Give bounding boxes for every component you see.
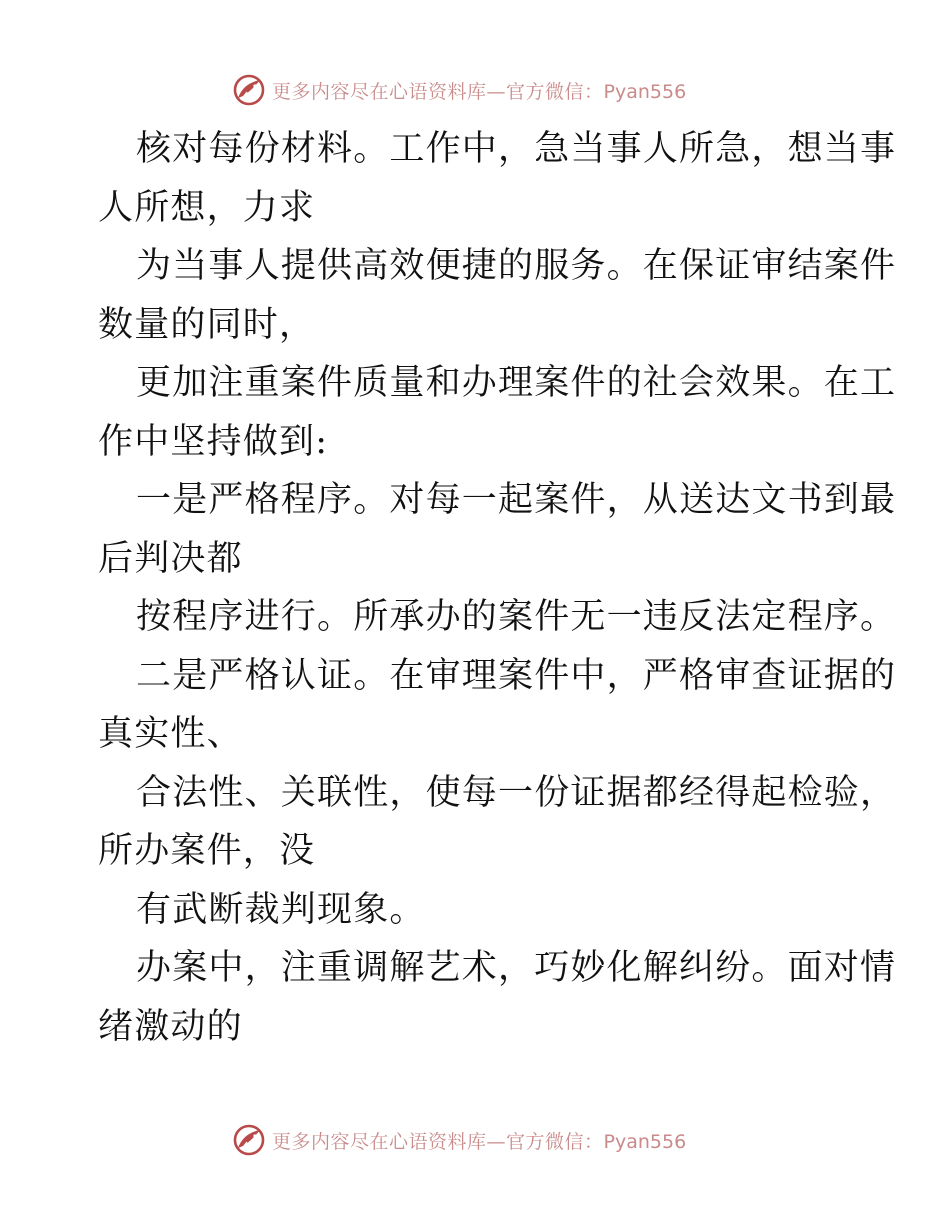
text-line: 合法性、关联性，使每一份证据都经得起检验， [136,772,897,813]
text-line: 办案中，注重调解艺术，巧妙化解纠纷。面对情 [136,948,897,988]
text-line: 后判决都 [98,538,243,579]
text-line: 按程序进行。所承办的案件无一违反法定程序。 [136,597,897,637]
pen-logo-icon [232,73,266,107]
text-line: 有武断裁判现象。 [136,889,426,930]
watermark-id: Pyan556 [603,80,687,103]
text-line: 绪激动的 [98,1006,243,1047]
header-watermark [232,72,686,108]
footer-watermark [232,1122,686,1158]
text-line: 所办案件，没 [98,831,316,871]
watermark-id: Pyan556 [603,1130,687,1153]
text-line: 为当事人提供高效便捷的服务。在保证审结案件 [136,246,897,286]
text-line: 人所想，力求 [98,187,316,228]
text-line: 作中坚持做到: [98,421,329,462]
pen-logo-icon [232,1123,266,1157]
text-line: 核对每份材料。工作中，急当事人所急，想当事 [136,129,897,169]
watermark-text: 更多内容尽在心语资料库—官方微信： [272,80,604,103]
text-line: 数量的同时， [98,304,316,345]
text-line: 真实性、 [98,714,243,754]
text-line: 二是严格认证。在审理案件中，严格审查证据的 [136,655,897,696]
watermark-text: 更多内容尽在心语资料库—官方微信： [272,1130,604,1153]
body-text [98,120,897,1056]
text-line: 更加注重案件质量和办理案件的社会效果。在工 [136,363,897,403]
text-line: 一是严格程序。对每一起案件，从送达文书到最 [136,480,897,520]
